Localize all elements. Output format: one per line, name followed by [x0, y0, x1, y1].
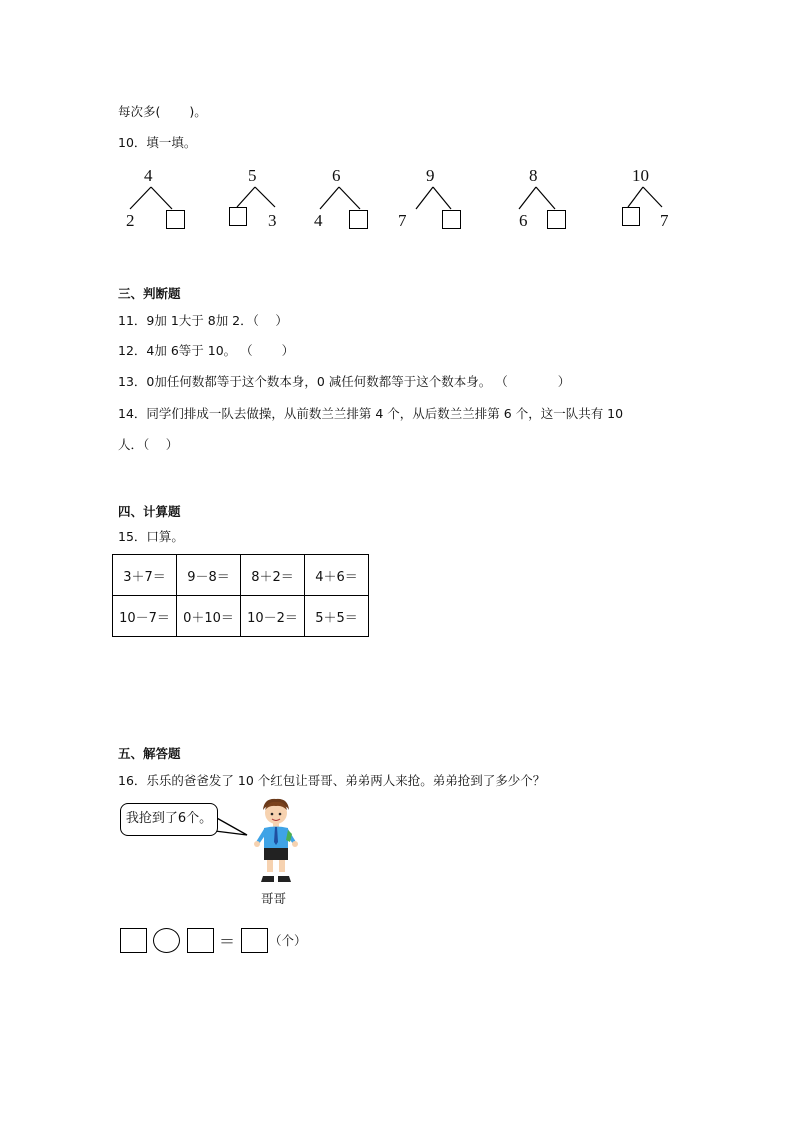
bond-6-right: 7 — [660, 211, 669, 230]
bond-1-left: 2 — [126, 211, 135, 230]
calc-cell: 10－7＝ — [113, 596, 177, 637]
bond-5-top: 8 — [529, 166, 538, 185]
bond-3-lines — [312, 185, 372, 211]
calc-cell: 5＋5＝ — [305, 596, 369, 637]
bond-4-top: 9 — [426, 166, 435, 185]
bond-4-left: 7 — [398, 211, 407, 230]
bond-3-answer-box[interactable] — [349, 210, 368, 229]
operand-1-box[interactable] — [120, 928, 147, 953]
calc-cell: 4＋6＝ — [305, 555, 369, 596]
bond-1-top: 4 — [144, 166, 153, 185]
q14-text-line2: 人．（ ） — [118, 437, 179, 452]
bond-1-answer-box[interactable] — [166, 210, 185, 229]
calc-cell: 9－8＝ — [177, 555, 241, 596]
bond-3-top: 6 — [332, 166, 341, 185]
unit-label: （个） — [269, 933, 307, 948]
boy-label: 哥哥 — [261, 891, 287, 906]
boy-illustration — [248, 796, 304, 886]
q11-text: 11．9加 1大于 8加 2．（ ） — [118, 313, 288, 328]
speech-bubble-tail — [213, 813, 253, 843]
bond-2-answer-box[interactable] — [229, 207, 247, 226]
mental-math-table — [112, 554, 369, 637]
table-row — [113, 555, 369, 596]
bond-5-answer-box[interactable] — [547, 210, 566, 229]
calc-cell: 3＋7＝ — [113, 555, 177, 596]
q14-text-line1: 14．同学们排成一队去做操，从前数兰兰排第 4 个，从后数兰兰排第 6 个，这一队共有 10 — [118, 406, 624, 421]
q16-text: 16．乐乐的爸爸发了 10 个红包让哥哥、弟弟两人来抢。弟弟抢到了多少个？ — [118, 773, 546, 788]
bond-1-lines — [124, 185, 184, 211]
table-row — [113, 596, 369, 637]
number-bonds — [0, 160, 794, 240]
q10-title: 10．填一填。 — [118, 135, 197, 150]
operand-2-box[interactable] — [187, 928, 214, 953]
bond-2-right: 3 — [268, 211, 277, 230]
q15-text: 15．口算。 — [118, 529, 184, 544]
equation-row — [118, 926, 318, 956]
speech-bubble — [118, 803, 248, 843]
bond-4-lines — [406, 185, 466, 211]
calc-cell: 0＋10＝ — [177, 596, 241, 637]
bond-6-top: 10 — [632, 166, 649, 185]
bond-5-lines — [509, 185, 569, 211]
bond-4-answer-box[interactable] — [442, 210, 461, 229]
speech-bubble-text: 我抢到了6个。 — [120, 803, 218, 836]
section-4-heading: 四、计算题 — [118, 504, 181, 519]
result-box[interactable] — [241, 928, 268, 953]
calc-cell: 10－2＝ — [241, 596, 305, 637]
section-5-heading: 五、解答题 — [118, 746, 181, 761]
q13-text: 13．0加任何数都等于这个数本身，0 减任何数都等于这个数本身。 （ ） — [118, 374, 571, 389]
section-3-heading: 三、判断题 — [118, 286, 181, 301]
operator-circle[interactable] — [153, 928, 180, 953]
bond-3-left: 4 — [314, 211, 323, 230]
q9-tail-text: 每次多( )。 — [118, 104, 207, 119]
bond-5-left: 6 — [519, 211, 528, 230]
equals-sign: ＝ — [219, 932, 236, 951]
bond-2-top: 5 — [248, 166, 257, 185]
calc-cell: 8＋2＝ — [241, 555, 305, 596]
bond-6-answer-box[interactable] — [622, 207, 640, 226]
q12-text: 12．4加 6等于 10。 （ ） — [118, 343, 295, 358]
